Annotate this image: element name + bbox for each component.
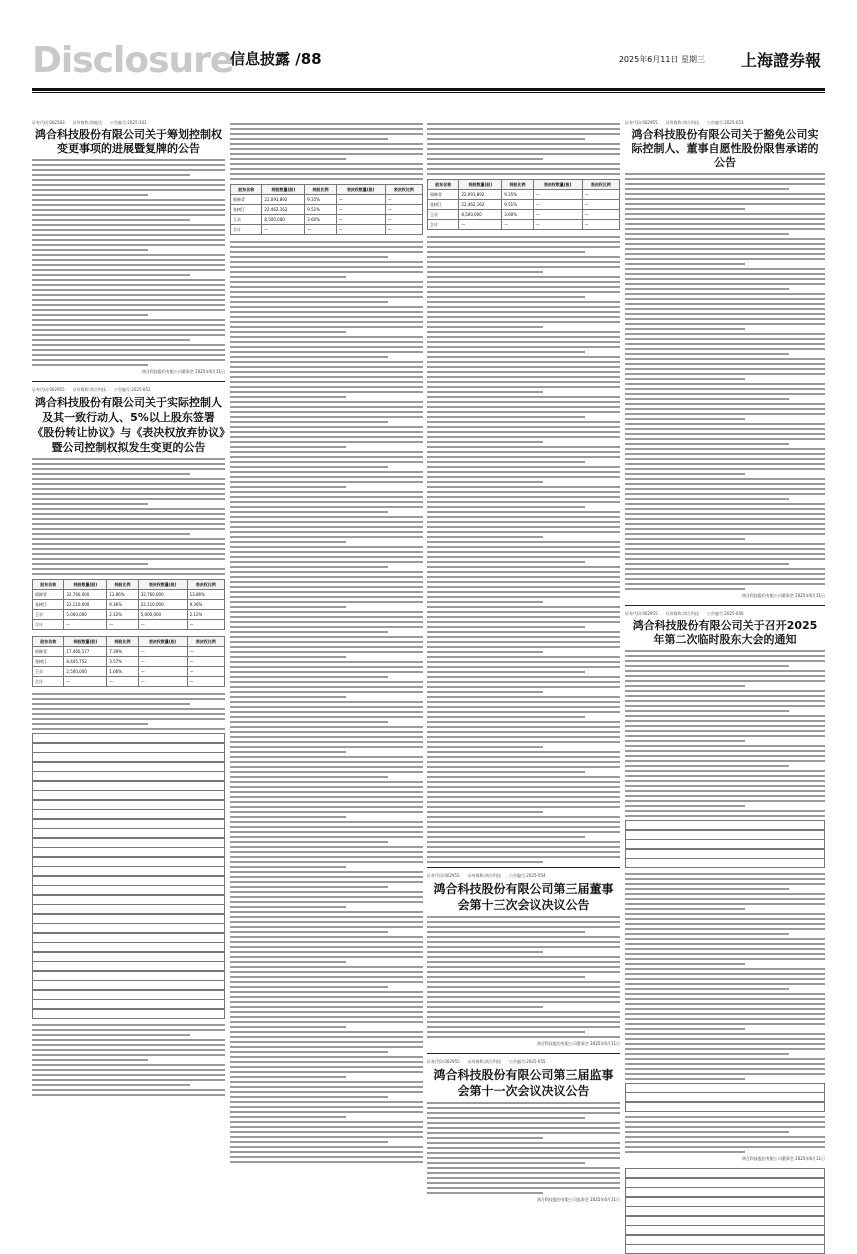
table-header: 表决权数量(股)	[336, 185, 385, 195]
announcement-body	[427, 916, 620, 1038]
table-cell: 邢修青	[33, 647, 64, 657]
table-cell: 2.12%	[187, 610, 224, 620]
table-cell: —	[262, 225, 305, 235]
table-header: 表决权数量(股)	[533, 180, 582, 190]
shareholding-table	[32, 579, 225, 630]
table-cell: 9.35%	[502, 190, 533, 200]
table-cell: 5,000,000	[64, 610, 107, 620]
table-header: 持股比例	[107, 580, 138, 590]
table-cell: —	[336, 205, 385, 215]
table-cell: 合计	[33, 620, 64, 630]
table-header: 表决权数量(股)	[138, 637, 187, 647]
table-header: 股东名称	[428, 180, 459, 190]
announcement-body	[32, 159, 225, 366]
table-row	[428, 200, 620, 210]
announcement-body	[32, 693, 225, 730]
table-cell: —	[582, 190, 619, 200]
table-cell: —	[138, 620, 187, 630]
table-cell: 7.39%	[107, 647, 138, 657]
table-cell: 9.51%	[502, 200, 533, 210]
table-cell: 13.86%	[187, 590, 224, 600]
column-3	[427, 120, 620, 1209]
announcement-title: 鸿合科技股份有限公司第三届董事会第十三次会议决议公告	[433, 882, 614, 912]
table-header: 表决权比例	[187, 637, 224, 647]
announcement-signature: 鸿合科技股份有限公司董事会 2025年6月11日	[741, 1156, 825, 1161]
announcement-code: 证券代码:002583 证券简称:海能达 公告编号:2025-101	[32, 120, 147, 125]
table-cell: —	[385, 225, 422, 235]
announcement-body	[625, 873, 825, 1080]
announcement-title: 鸿合科技股份有限公司关于豁免公司实际控制人、董事自愿性股份限售承诺的公告	[631, 128, 819, 169]
table-cell: —	[582, 200, 619, 210]
table-cell: 王京	[231, 215, 262, 225]
table-cell: —	[187, 677, 224, 687]
announcement-title: 鸿合科技股份有限公司关于召开2025年第二次临时股东大会的通知	[632, 619, 818, 646]
masthead	[32, 40, 825, 82]
table-cell: —	[459, 220, 502, 230]
table-cell: —	[582, 220, 619, 230]
table-cell: 合计	[33, 677, 64, 687]
table-cell: 22,462,162	[459, 200, 502, 210]
registration-form-table	[625, 1168, 825, 1254]
announcement-title: 鸿合科技股份有限公司第三届监事会第十一次会议决议公告	[433, 1068, 614, 1098]
announcement-body	[230, 241, 423, 1163]
table-cell: 3.60%	[502, 210, 533, 220]
table-cell: —	[187, 620, 224, 630]
section-title: 信息披露 /88	[230, 50, 322, 68]
table-cell: —	[138, 647, 187, 657]
announcement-body	[427, 1102, 620, 1194]
table-cell: 王京	[33, 667, 64, 677]
table-cell: 22,110,000	[138, 600, 187, 610]
shareholding-table	[427, 179, 620, 230]
announcement-body	[230, 123, 423, 180]
table-cell: —	[64, 620, 107, 630]
table-cell: —	[64, 677, 107, 687]
table-row	[231, 225, 423, 235]
table-cell: 9.36%	[187, 600, 224, 610]
table-cell: 9.36%	[107, 600, 138, 610]
announcement-signature: 鸿合科技股份有限公司监事会 2025年6月11日	[536, 1197, 620, 1202]
table-header: 表决权比例	[582, 180, 619, 190]
table-header: 持股数量(股)	[262, 185, 305, 195]
table-cell: 32,760,000	[138, 590, 187, 600]
announcement-body	[625, 650, 825, 817]
table-cell: —	[336, 195, 385, 205]
table-cell: —	[533, 200, 582, 210]
table-header: 持股数量(股)	[64, 580, 107, 590]
column-2	[230, 120, 423, 1166]
table-cell: 9.35%	[305, 195, 336, 205]
table-cell: 合计	[231, 225, 262, 235]
table-cell: —	[385, 215, 422, 225]
announcement-signature: 鸿合科技股份有限公司董事会 2025年6月11日	[141, 369, 225, 374]
table-header: 表决权数量(股)	[138, 580, 187, 590]
announcement-title: 鸿合科技股份有限公司关于实际控制人及其一致行动人、5%以上股东签署《股份转让协议》与《表决权放弃协议》暨公司控制权拟发生变更的公告	[32, 396, 225, 454]
table-row	[428, 220, 620, 230]
table-cell: 邢修青	[231, 195, 262, 205]
section-brand: Disclosure	[32, 40, 234, 81]
table-cell: 22,462,162	[262, 205, 305, 215]
table-cell: —	[138, 657, 187, 667]
table-cell: —	[336, 225, 385, 235]
table-cell: 8,500,000	[459, 210, 502, 220]
table-cell: 王京	[33, 610, 64, 620]
divider	[427, 1053, 620, 1054]
table-cell: 13.86%	[107, 590, 138, 600]
table-cell: 3.60%	[305, 215, 336, 225]
table-cell: 2.12%	[107, 610, 138, 620]
table-cell: —	[138, 677, 187, 687]
info-table	[32, 733, 225, 1019]
table-header: 持股数量(股)	[64, 637, 107, 647]
table-cell: —	[187, 667, 224, 677]
table-row	[231, 215, 423, 225]
table-cell: —	[138, 667, 187, 677]
table-cell: —	[187, 657, 224, 667]
announcement-body	[32, 1024, 225, 1096]
divider	[427, 867, 620, 868]
table-header: 股东名称	[33, 580, 64, 590]
table-row	[33, 620, 225, 630]
proposal-table	[625, 820, 825, 868]
issue-date: 2025年6月11日 星期三	[618, 55, 705, 64]
table-cell: —	[582, 210, 619, 220]
table-cell: 22,091,892	[459, 190, 502, 200]
table-cell: 张树江	[428, 200, 459, 210]
announcement-code: 证券代码:002955 证券简称:鸿合科技 公告编号:2025-054	[427, 873, 546, 878]
table-cell: 8,445,752	[64, 657, 107, 667]
table-row	[33, 677, 225, 687]
table-cell: 张树江	[33, 600, 64, 610]
table-row	[428, 210, 620, 220]
announcement-code: 证券代码:002955 证券简称:鸿合科技 公告编号:2025-052	[32, 387, 151, 392]
table-cell: —	[187, 647, 224, 657]
table-row	[428, 190, 620, 200]
announcement-code: 证券代码:002955 证券简称:鸿合科技 公告编号:2025-055	[427, 1059, 546, 1064]
announcement-body	[625, 173, 825, 590]
announcement-signature: 鸿合科技股份有限公司董事会 2025年6月11日	[536, 1041, 620, 1046]
table-cell: —	[107, 620, 138, 630]
table-row	[33, 667, 225, 677]
shareholding-table	[32, 636, 225, 687]
header-rule	[32, 88, 825, 91]
table-header: 表决权比例	[385, 185, 422, 195]
announcement-code: 证券代码:002955 证券简称:鸿合科技 公告编号:2025-053	[625, 120, 744, 125]
table-cell: 8,500,000	[262, 215, 305, 225]
table-cell: —	[533, 210, 582, 220]
table-header: 股东名称	[33, 637, 64, 647]
announcement-body	[427, 236, 620, 863]
table-cell: 3.57%	[107, 657, 138, 667]
announcement-title: 鸿合科技股份有限公司关于筹划控制权变更事项的进展暨复牌的公告	[35, 128, 222, 155]
table-row	[33, 590, 225, 600]
table-cell: 1.06%	[107, 667, 138, 677]
column-4	[625, 120, 825, 1254]
table-cell: 5,000,000	[138, 610, 187, 620]
table-row	[33, 610, 225, 620]
proxy-form-table	[625, 1083, 825, 1112]
table-cell: —	[107, 677, 138, 687]
table-cell: 9.51%	[305, 205, 336, 215]
announcement-code: 证券代码:002955 证券简称:鸿合科技 公告编号:2025-056	[625, 611, 744, 616]
table-cell: —	[336, 215, 385, 225]
table-cell: 22,110,000	[64, 600, 107, 610]
table-cell: 王京	[428, 210, 459, 220]
table-header: 股东名称	[231, 185, 262, 195]
announcement-signature: 鸿合科技股份有限公司董事会 2025年6月11日	[741, 593, 825, 598]
table-cell: 17,460,177	[64, 647, 107, 657]
table-header: 持股数量(股)	[459, 180, 502, 190]
table-row	[33, 647, 225, 657]
table-cell: —	[385, 195, 422, 205]
table-cell: 合计	[428, 220, 459, 230]
announcement-body	[32, 458, 225, 575]
shareholding-table	[230, 184, 423, 235]
table-header: 持股比例	[107, 637, 138, 647]
table-cell: 张树江	[33, 657, 64, 667]
table-cell: 2,500,000	[64, 667, 107, 677]
table-cell: —	[305, 225, 336, 235]
announcement-body	[625, 1116, 825, 1153]
announcement-body	[427, 123, 620, 175]
newspaper-name: 上海證券報	[740, 51, 821, 70]
table-row	[231, 205, 423, 215]
table-header: 表决权比例	[187, 580, 224, 590]
table-row	[33, 657, 225, 667]
table-row	[33, 600, 225, 610]
divider	[625, 605, 825, 606]
table-header: 持股比例	[305, 185, 336, 195]
table-cell: 张树江	[231, 205, 262, 215]
divider	[32, 381, 225, 382]
table-header: 持股比例	[502, 180, 533, 190]
table-cell: 22,091,892	[262, 195, 305, 205]
table-cell: 邢修青	[428, 190, 459, 200]
header-rule-thin	[32, 92, 825, 93]
table-cell: —	[533, 220, 582, 230]
table-cell: 32,760,000	[64, 590, 107, 600]
table-cell: 邢修青	[33, 590, 64, 600]
table-cell: —	[502, 220, 533, 230]
column-1	[32, 120, 225, 1099]
table-cell: —	[385, 205, 422, 215]
table-row	[231, 195, 423, 205]
table-cell: —	[533, 190, 582, 200]
